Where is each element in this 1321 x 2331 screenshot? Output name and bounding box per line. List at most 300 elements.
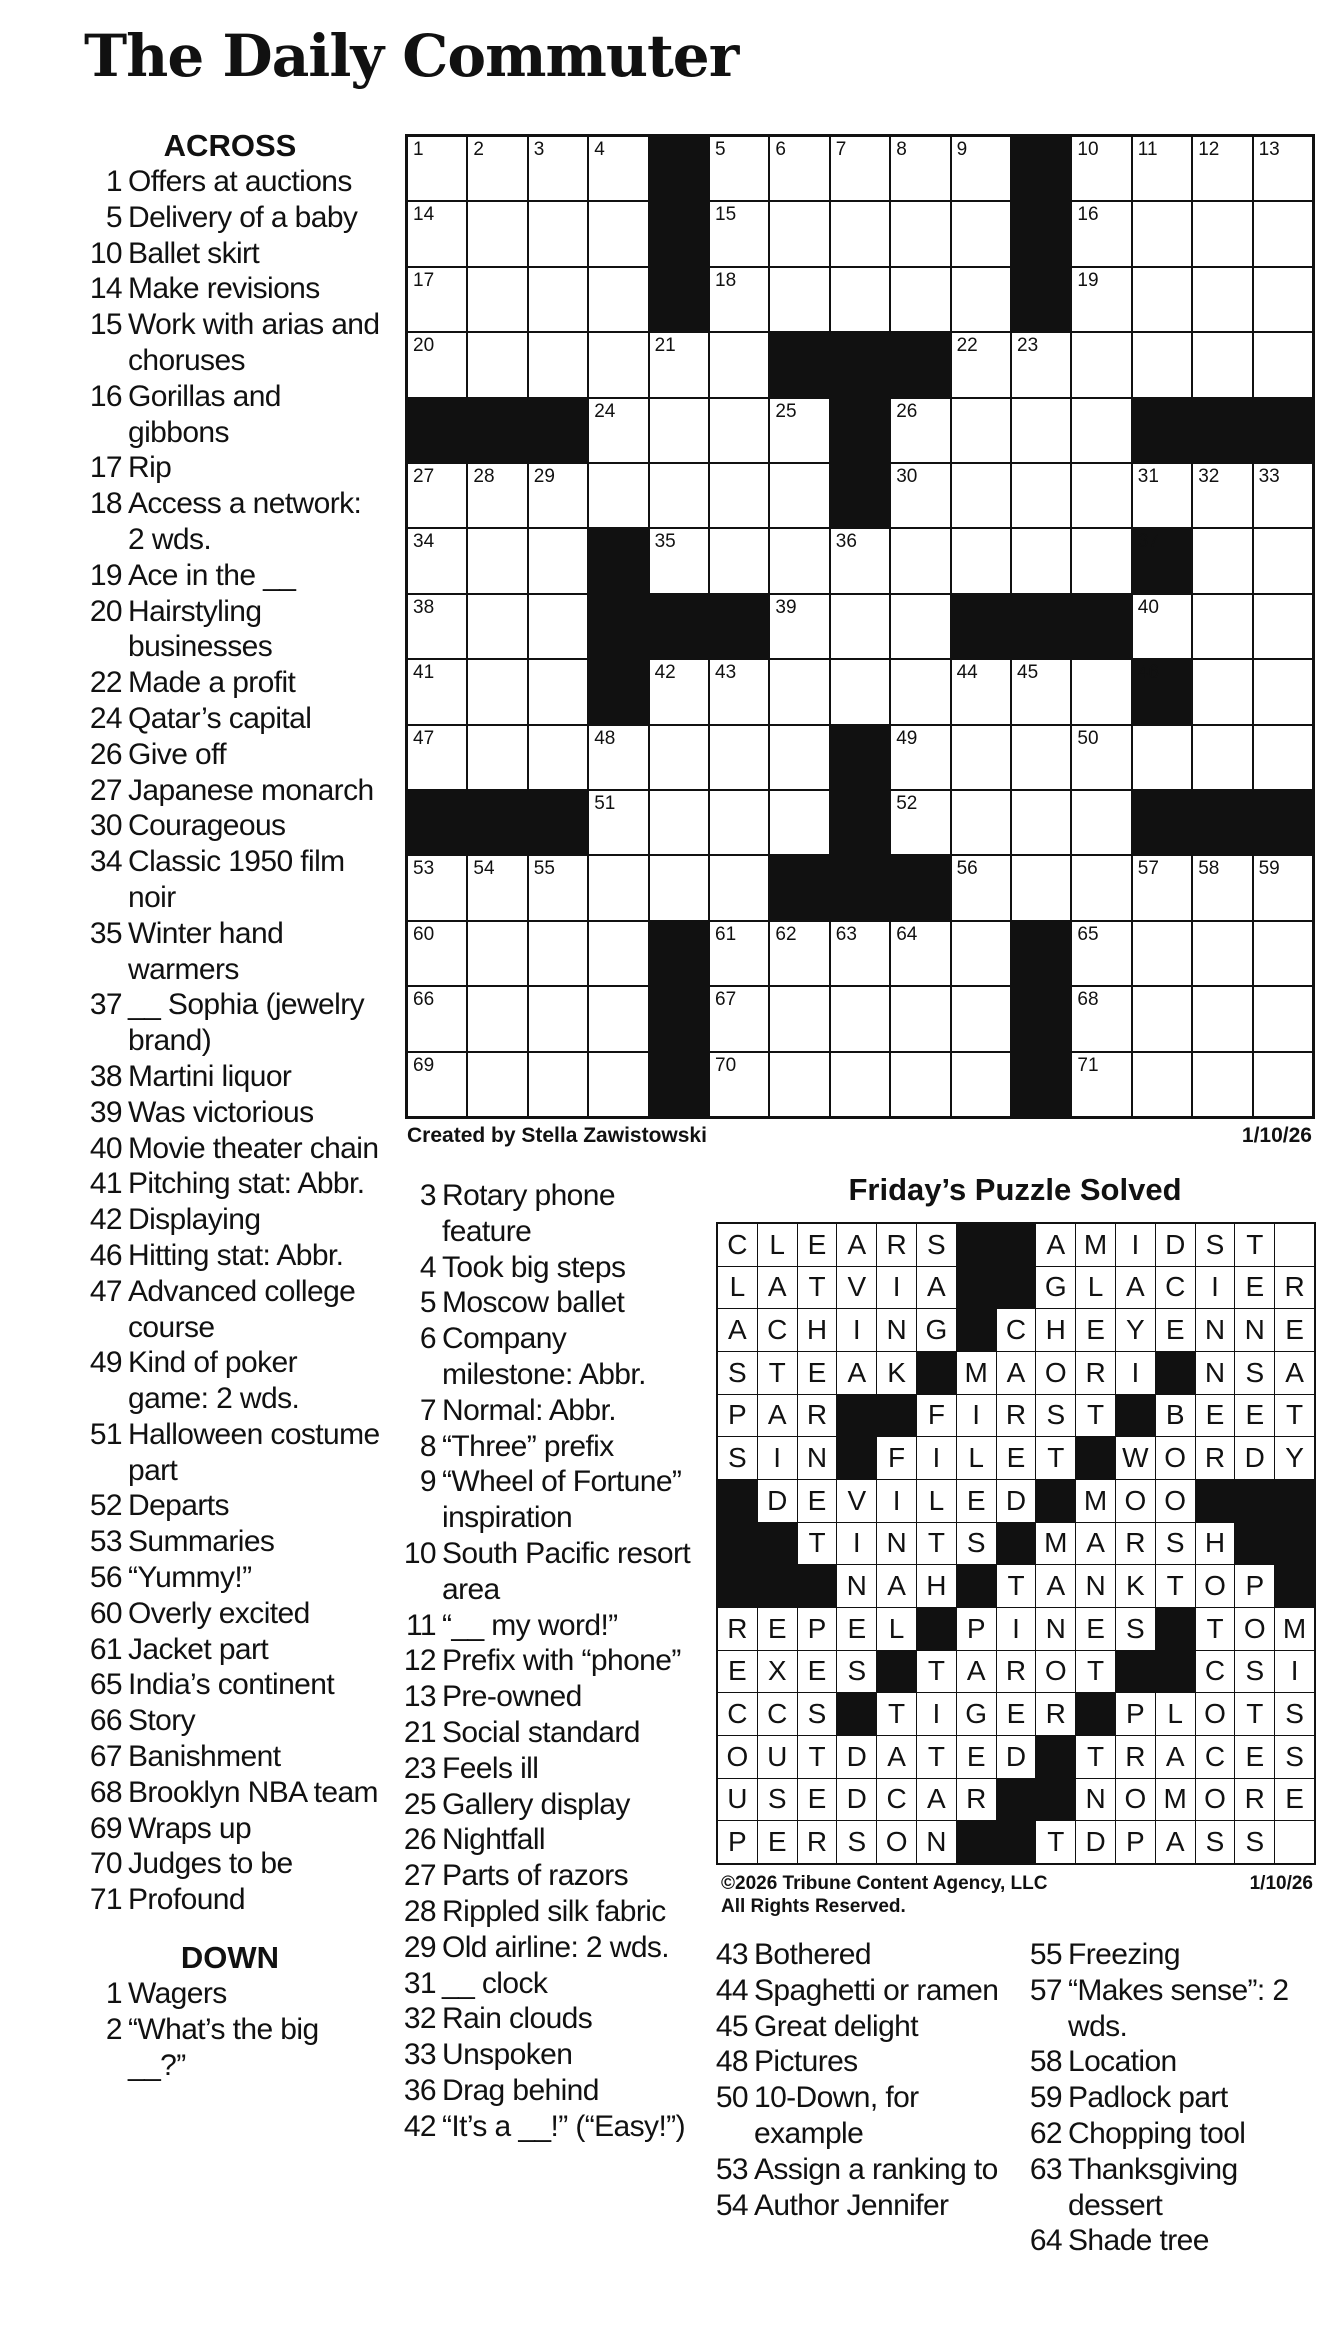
clue-item <box>80 1417 380 1489</box>
crossword-cell[interactable] <box>952 202 1010 265</box>
crossword-cell[interactable] <box>1133 202 1191 265</box>
crossword-cell[interactable] <box>1012 529 1070 592</box>
cell-number: 5 <box>715 139 726 160</box>
crossword-cell[interactable] <box>952 399 1010 462</box>
crossword-cell[interactable] <box>408 987 466 1050</box>
crossword-cell[interactable] <box>952 268 1010 331</box>
cell-number: 58 <box>1198 858 1220 880</box>
solution-cell: I <box>917 1693 956 1735</box>
crossword-cell[interactable] <box>468 922 526 985</box>
cell-number: 21 <box>654 335 676 357</box>
clue-item <box>394 1643 694 1679</box>
crossword-cell[interactable] <box>589 922 647 985</box>
crossword-cell[interactable] <box>1072 333 1130 396</box>
crossword-cell[interactable] <box>770 268 828 331</box>
crossword-cell[interactable] <box>770 202 828 265</box>
crossword-cell[interactable] <box>831 529 889 592</box>
clue-text: Bothered <box>754 1938 871 1971</box>
crossword-cell[interactable] <box>831 268 889 331</box>
crossword-cell[interactable] <box>589 726 647 789</box>
clue-item <box>80 1202 380 1238</box>
crossword-cell[interactable] <box>952 529 1010 592</box>
crossword-cell[interactable] <box>952 464 1010 527</box>
crossword-cell[interactable] <box>770 1053 828 1116</box>
solution-cell: A <box>917 1779 956 1821</box>
crossword-cell[interactable] <box>891 922 949 985</box>
cell-number: 22 <box>956 335 978 357</box>
solution-cell: P <box>718 1395 757 1437</box>
crossword-cell[interactable] <box>529 529 587 592</box>
crossword-cell[interactable] <box>1072 856 1130 919</box>
solution-cell: N <box>1076 1779 1115 1821</box>
crossword-cell[interactable] <box>1193 202 1251 265</box>
clue-text: “Wheel of Fortune” inspiration <box>442 1465 682 1535</box>
clue-number: 8 <box>419 1429 436 1463</box>
clue-text: Prefix with “phone” <box>442 1644 681 1678</box>
crossword-cell[interactable] <box>831 137 889 200</box>
crossword-cell[interactable] <box>1193 137 1251 200</box>
crossword-cell[interactable] <box>710 987 768 1050</box>
solution-cell: T <box>1235 1693 1274 1735</box>
solution-cell: N <box>917 1821 956 1863</box>
crossword-cell[interactable] <box>408 922 466 985</box>
solution-cell: K <box>877 1352 916 1394</box>
crossword-cell[interactable] <box>1193 268 1251 331</box>
solution-cell: M <box>1076 1224 1115 1266</box>
crossword-cell[interactable] <box>1133 268 1191 331</box>
crossword-cell[interactable] <box>891 202 949 265</box>
crossword-cell[interactable] <box>710 856 768 919</box>
crossword-cell[interactable] <box>1072 791 1130 854</box>
crossword-cell[interactable] <box>468 1053 526 1116</box>
crossword-cell[interactable] <box>589 333 647 396</box>
crossword-cell[interactable] <box>408 268 466 331</box>
crossword-cell[interactable] <box>1133 922 1191 985</box>
black-square <box>1072 595 1130 658</box>
crossword-cell[interactable] <box>468 595 526 658</box>
crossword-cell[interactable] <box>1133 464 1191 527</box>
solution-cell: A <box>758 1395 797 1437</box>
crossword-cell[interactable] <box>408 137 466 200</box>
crossword-cell[interactable] <box>1193 856 1251 919</box>
puzzle-credit: Created by Stella Zawistowski <box>407 1124 707 1147</box>
clue-text: Ballet skirt <box>128 236 260 270</box>
crossword-cell[interactable] <box>1072 660 1130 723</box>
solution-cell: R <box>798 1821 837 1863</box>
cell-number: 37 <box>1137 531 1159 553</box>
black-square <box>408 791 466 854</box>
crossword-cell[interactable] <box>770 464 828 527</box>
clue-item <box>80 701 380 737</box>
crossword-cell[interactable] <box>589 399 647 462</box>
crossword-cell[interactable] <box>952 726 1010 789</box>
crossword-cell[interactable] <box>1254 922 1312 985</box>
down-clue-column-4 <box>1020 1937 1310 2259</box>
crossword-cell[interactable] <box>1072 529 1130 592</box>
crossword-cell[interactable] <box>831 987 889 1050</box>
crossword-cell[interactable] <box>408 464 466 527</box>
clue-item <box>80 1882 380 1918</box>
crossword-cell[interactable] <box>831 202 889 265</box>
cell-number: 15 <box>715 204 737 226</box>
crossword-cell[interactable] <box>1193 922 1251 985</box>
solution-cell: T <box>917 1736 956 1778</box>
crossword-cell[interactable] <box>529 726 587 789</box>
crossword-cell[interactable] <box>1072 464 1130 527</box>
cell-number: 6 <box>775 139 786 160</box>
black-square <box>1133 791 1191 854</box>
crossword-cell[interactable] <box>831 595 889 658</box>
crossword-cell[interactable] <box>650 856 708 919</box>
copyright-line-2: All Rights Reserved. <box>721 1896 906 1917</box>
crossword-cell[interactable] <box>529 202 587 265</box>
crossword-cell[interactable] <box>468 268 526 331</box>
clue-text: Delivery of a baby <box>128 200 358 234</box>
crossword-cell[interactable] <box>1254 856 1312 919</box>
crossword-cell[interactable] <box>1193 1053 1251 1116</box>
clue-item <box>706 2044 1006 2080</box>
crossword-cell[interactable] <box>891 726 949 789</box>
crossword-cell[interactable] <box>1133 1053 1191 1116</box>
crossword-cell[interactable] <box>529 987 587 1050</box>
crossword-cell[interactable] <box>952 791 1010 854</box>
crossword-cell[interactable] <box>589 202 647 265</box>
solution-cell: I <box>1196 1267 1235 1309</box>
crossword-cell[interactable] <box>891 399 949 462</box>
crossword-cell[interactable] <box>1193 464 1251 527</box>
crossword-cell[interactable] <box>1133 856 1191 919</box>
clue-number: 10 <box>403 1536 436 1570</box>
crossword-cell[interactable] <box>529 464 587 527</box>
solution-black-square <box>718 1523 757 1565</box>
crossword-cell[interactable] <box>408 202 466 265</box>
crossword-cell[interactable] <box>1193 726 1251 789</box>
clue-item <box>706 2009 1006 2045</box>
crossword-cell[interactable] <box>408 333 466 396</box>
crossword-cell[interactable] <box>1072 987 1130 1050</box>
crossword-cell[interactable] <box>1254 464 1312 527</box>
cell-number: 49 <box>896 727 918 749</box>
crossword-cell[interactable] <box>650 333 708 396</box>
crossword-cell[interactable] <box>1072 268 1130 331</box>
crossword-cell[interactable] <box>529 856 587 919</box>
crossword-cell[interactable] <box>650 529 708 592</box>
solution-cell: E <box>798 1651 837 1693</box>
solution-cell: E <box>758 1821 797 1863</box>
crossword-cell[interactable] <box>770 595 828 658</box>
crossword-cell[interactable] <box>770 726 828 789</box>
crossword-cell[interactable] <box>1254 1053 1312 1116</box>
solution-cell: F <box>877 1437 916 1479</box>
solution-cell: N <box>1036 1608 1075 1650</box>
crossword-cell[interactable] <box>710 399 768 462</box>
clue-number: 2 <box>105 2012 122 2046</box>
clue-text: Social standard <box>442 1715 640 1749</box>
crossword-cell[interactable] <box>468 464 526 527</box>
crossword-cell[interactable] <box>1193 595 1251 658</box>
crossword-cell[interactable] <box>770 922 828 985</box>
solution-cell: S <box>758 1779 797 1821</box>
crossword-cell[interactable] <box>952 333 1010 396</box>
crossword-cell[interactable] <box>891 464 949 527</box>
crossword-cell[interactable] <box>710 791 768 854</box>
crossword-cell[interactable] <box>529 1053 587 1116</box>
crossword-cell[interactable] <box>1133 333 1191 396</box>
solution-cell: R <box>718 1608 757 1650</box>
clue-item <box>80 1560 380 1596</box>
crossword-cell[interactable] <box>952 1053 1010 1116</box>
clue-text: Feels ill <box>442 1751 539 1785</box>
solution-black-square <box>997 1779 1036 1821</box>
clue-number: 52 <box>89 1489 122 1523</box>
solution-cell: R <box>1116 1523 1155 1565</box>
black-square <box>529 791 587 854</box>
crossword-cell[interactable] <box>1012 856 1070 919</box>
crossword-cell[interactable] <box>589 1053 647 1116</box>
clue-number: 64 <box>1029 2224 1062 2258</box>
clue-item <box>1020 1973 1310 2045</box>
crossword-cell[interactable] <box>589 137 647 200</box>
crossword-cell[interactable] <box>891 268 949 331</box>
clue-item <box>80 737 380 773</box>
crossword-cell[interactable] <box>710 660 768 723</box>
crossword-cell[interactable] <box>1254 726 1312 789</box>
solution-cell: C <box>877 1779 916 1821</box>
crossword-cell[interactable] <box>1193 529 1251 592</box>
clue-item <box>80 1632 380 1668</box>
crossword-cell[interactable] <box>891 660 949 723</box>
crossword-cell[interactable] <box>891 529 949 592</box>
clue-item <box>80 271 380 307</box>
cell-number: 48 <box>594 727 616 749</box>
crossword-cell[interactable] <box>589 464 647 527</box>
solution-cell: E <box>837 1608 876 1650</box>
crossword-cell[interactable] <box>529 922 587 985</box>
clue-item <box>80 1166 380 1202</box>
solution-cell <box>1275 1821 1314 1863</box>
crossword-cell[interactable] <box>1072 202 1130 265</box>
crossword-cell[interactable] <box>1193 987 1251 1050</box>
clue-text: Kind of poker game: 2 wds. <box>128 1346 300 1416</box>
crossword-cell[interactable] <box>710 1053 768 1116</box>
crossword-cell[interactable] <box>770 660 828 723</box>
crossword-cell[interactable] <box>770 137 828 200</box>
solution-cell: S <box>837 1821 876 1863</box>
clue-number: 69 <box>89 1811 122 1845</box>
crossword-cell[interactable] <box>468 202 526 265</box>
cell-number: 47 <box>413 727 435 749</box>
crossword-cell[interactable] <box>1072 922 1130 985</box>
crossword-cell[interactable] <box>710 333 768 396</box>
crossword-cell[interactable] <box>952 922 1010 985</box>
solution-cell: W <box>1116 1437 1155 1479</box>
crossword-cell[interactable] <box>1133 987 1191 1050</box>
crossword-cell[interactable] <box>1012 464 1070 527</box>
solution-cell: E <box>997 1437 1036 1479</box>
black-square <box>831 464 889 527</box>
crossword-cell[interactable] <box>1254 529 1312 592</box>
crossword-cell[interactable] <box>1072 137 1130 200</box>
crossword-cell[interactable] <box>468 987 526 1050</box>
crossword-cell[interactable] <box>952 856 1010 919</box>
crossword-cell[interactable] <box>650 660 708 723</box>
crossword-cell[interactable] <box>408 726 466 789</box>
crossword-cell[interactable] <box>1133 137 1191 200</box>
crossword-cell[interactable] <box>408 529 466 592</box>
copyright-date: 1/10/26 <box>1249 1873 1313 1894</box>
crossword-cell[interactable] <box>589 856 647 919</box>
crossword-cell[interactable] <box>710 202 768 265</box>
solution-cell: N <box>877 1523 916 1565</box>
crossword-cell[interactable] <box>1072 1053 1130 1116</box>
crossword-cell[interactable] <box>1012 333 1070 396</box>
solution-cell: L <box>758 1224 797 1266</box>
crossword-cell[interactable] <box>1254 595 1312 658</box>
solution-cell: M <box>1036 1523 1075 1565</box>
clue-item <box>1020 2080 1310 2116</box>
crossword-cell[interactable] <box>1012 660 1070 723</box>
crossword-cell[interactable] <box>952 137 1010 200</box>
crossword-cell[interactable] <box>650 726 708 789</box>
crossword-cell[interactable] <box>1254 202 1312 265</box>
crossword-cell[interactable] <box>529 333 587 396</box>
cell-number: 26 <box>896 400 918 422</box>
crossword-cell[interactable] <box>831 922 889 985</box>
solution-cell: T <box>1156 1565 1195 1607</box>
clue-number: 65 <box>89 1668 122 1702</box>
solution-cell: T <box>1076 1651 1115 1693</box>
crossword-cell[interactable] <box>650 464 708 527</box>
clue-number: 9 <box>419 1465 436 1499</box>
clue-item <box>80 164 380 200</box>
crossword-cell[interactable] <box>408 595 466 658</box>
crossword-cell[interactable] <box>891 137 949 200</box>
clue-item <box>706 1973 1006 2009</box>
clue-text: Nightfall <box>442 1823 545 1857</box>
crossword-cell[interactable] <box>710 922 768 985</box>
crossword-cell[interactable] <box>529 660 587 723</box>
crossword-cell[interactable] <box>1254 660 1312 723</box>
crossword-cell[interactable] <box>891 1053 949 1116</box>
crossword-cell[interactable] <box>589 268 647 331</box>
crossword-cell[interactable] <box>891 595 949 658</box>
crossword-cell[interactable] <box>468 726 526 789</box>
crossword-cell[interactable] <box>468 660 526 723</box>
crossword-cell[interactable] <box>952 660 1010 723</box>
crossword-cell[interactable] <box>770 399 828 462</box>
crossword-cell[interactable] <box>1012 726 1070 789</box>
black-square <box>650 595 708 658</box>
crossword-cell[interactable] <box>1254 268 1312 331</box>
crossword-cell[interactable] <box>468 856 526 919</box>
clue-item <box>394 1894 694 1930</box>
crossword-cell[interactable] <box>1254 987 1312 1050</box>
cell-number: 55 <box>533 858 555 880</box>
clue-text: Displaying <box>128 1203 261 1237</box>
crossword-cell[interactable] <box>1012 399 1070 462</box>
crossword-cell[interactable] <box>529 268 587 331</box>
black-square <box>408 399 466 462</box>
crossword-cell[interactable] <box>710 726 768 789</box>
cell-number: 39 <box>775 596 797 618</box>
crossword-cell[interactable] <box>891 987 949 1050</box>
crossword-cell[interactable] <box>1072 399 1130 462</box>
crossword-cell[interactable] <box>1133 726 1191 789</box>
crossword-cell[interactable] <box>1193 660 1251 723</box>
cell-number: 32 <box>1198 466 1220 487</box>
crossword-cell[interactable] <box>650 399 708 462</box>
crossword-cell[interactable] <box>770 529 828 592</box>
solution-cell: X <box>758 1651 797 1693</box>
crossword-cell[interactable] <box>831 1053 889 1116</box>
solution-cell: C <box>1196 1736 1235 1778</box>
solution-cell: E <box>798 1779 837 1821</box>
clue-number: 54 <box>715 2188 748 2222</box>
crossword-cell[interactable] <box>1133 595 1191 658</box>
crossword-cell[interactable] <box>529 595 587 658</box>
solution-cell: R <box>957 1779 996 1821</box>
cell-number: 59 <box>1258 858 1280 880</box>
crossword-cell[interactable] <box>650 791 708 854</box>
solution-cell: T <box>798 1523 837 1565</box>
solution-cell: A <box>1156 1821 1195 1863</box>
crossword-cell[interactable] <box>589 987 647 1050</box>
crossword-cell[interactable] <box>770 791 828 854</box>
solution-cell: D <box>1235 1437 1274 1479</box>
crossword-cell[interactable] <box>770 987 828 1050</box>
crossword-cell[interactable] <box>408 1053 466 1116</box>
crossword-cell[interactable] <box>589 791 647 854</box>
cell-number: 64 <box>896 923 918 945</box>
down-clue-list-2 <box>394 1178 694 2145</box>
crossword-cell[interactable] <box>831 660 889 723</box>
crossword-cell[interactable] <box>710 529 768 592</box>
clue-number: 22 <box>89 666 122 700</box>
crossword-cell[interactable] <box>1072 726 1130 789</box>
crossword-cell[interactable] <box>710 268 768 331</box>
solution-black-square <box>997 1224 1036 1266</box>
clue-text: “It’s a __!” (“Easy!”) <box>442 2109 685 2143</box>
clue-item <box>394 1751 694 1787</box>
clue-text: Shade tree <box>1068 2224 1209 2258</box>
crossword-cell[interactable] <box>529 137 587 200</box>
solution-cell: R <box>1275 1267 1314 1309</box>
crossword-cell[interactable] <box>710 137 768 200</box>
cell-number: 18 <box>715 269 737 291</box>
clue-text: Chopping tool <box>1068 2116 1246 2150</box>
crossword-cell[interactable] <box>1254 333 1312 396</box>
crossword-cell[interactable] <box>952 987 1010 1050</box>
crossword-cell[interactable] <box>1193 333 1251 396</box>
crossword-cell[interactable] <box>468 137 526 200</box>
crossword-cell[interactable] <box>710 464 768 527</box>
clue-number: 23 <box>403 1751 436 1785</box>
crossword-cell[interactable] <box>468 529 526 592</box>
crossword-cell[interactable] <box>408 856 466 919</box>
solution-cell: N <box>1235 1309 1274 1351</box>
solution-cell: N <box>1076 1565 1115 1607</box>
crossword-cell[interactable] <box>1012 791 1070 854</box>
crossword-cell[interactable] <box>1254 137 1312 200</box>
solution-cell: M <box>1076 1480 1115 1522</box>
cell-number: 52 <box>896 793 918 814</box>
clue-number: 26 <box>89 737 122 771</box>
crossword-cell[interactable] <box>468 333 526 396</box>
solution-cell: N <box>837 1565 876 1607</box>
solution-cell: E <box>758 1608 797 1650</box>
crossword-cell[interactable] <box>408 660 466 723</box>
crossword-cell[interactable] <box>891 791 949 854</box>
